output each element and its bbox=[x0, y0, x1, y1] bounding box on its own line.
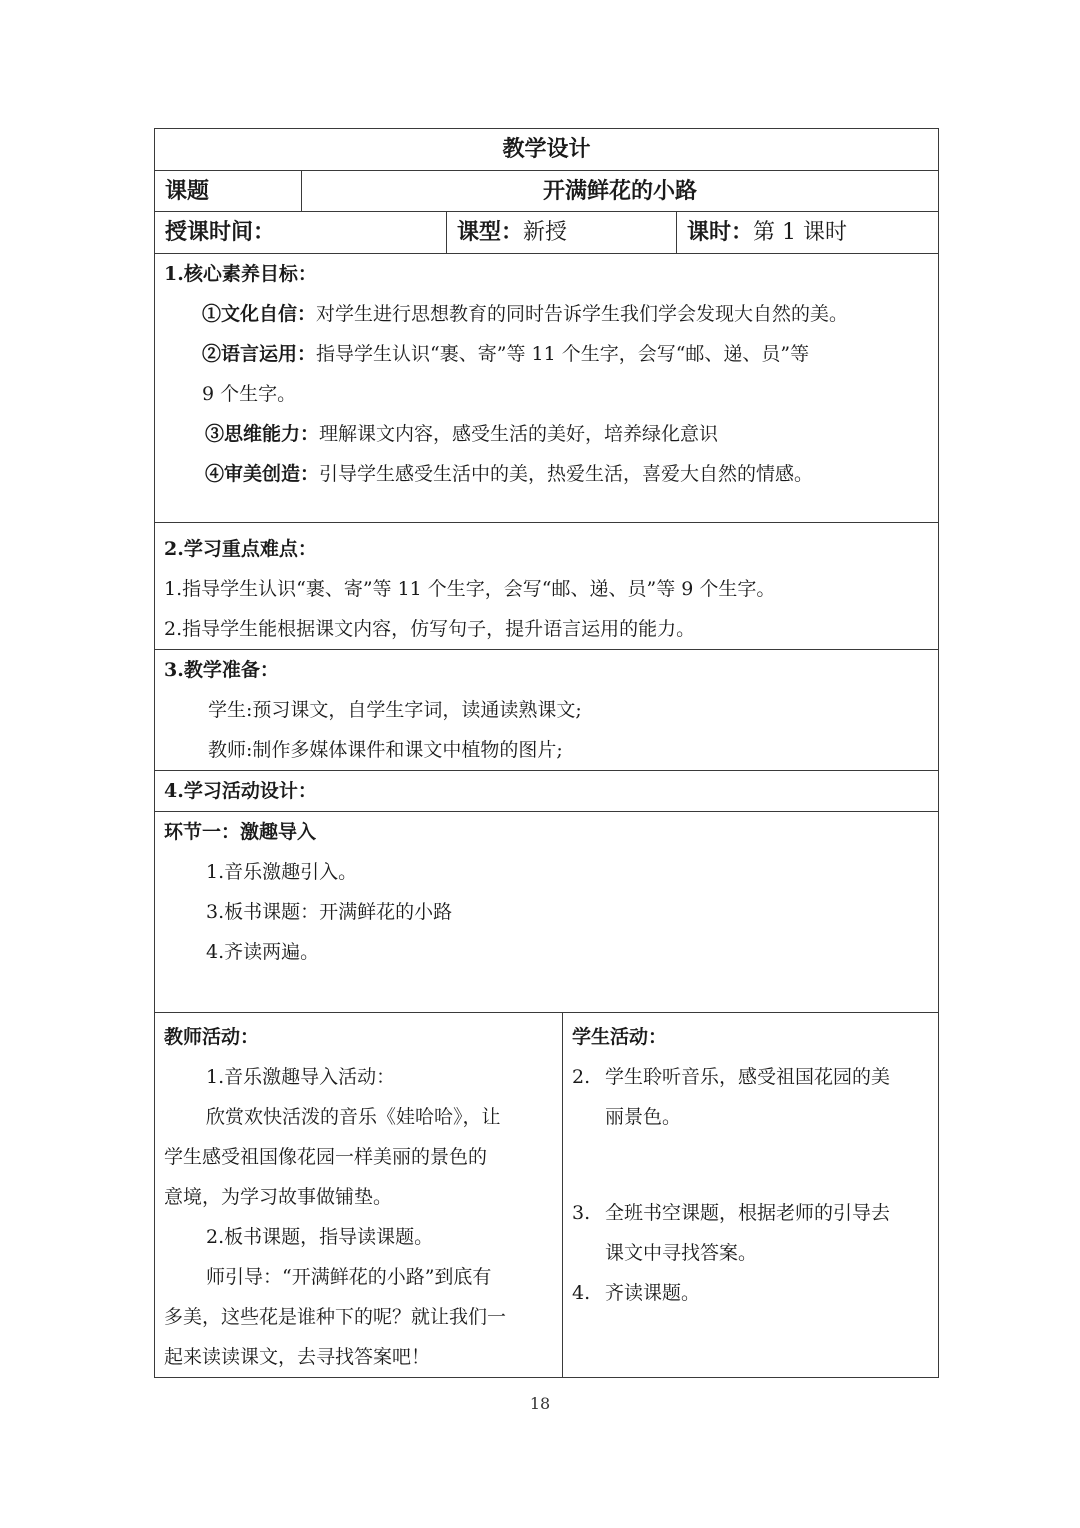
type-label: 课型： bbox=[457, 219, 524, 245]
keypoints-heading: 2.学习重点难点： bbox=[164, 538, 317, 560]
teacher-paragraph: 欣赏欢快活泼的音乐《娃哈哈》，让 bbox=[206, 1106, 501, 1128]
step1-section bbox=[155, 812, 939, 1013]
topic-value: 开满鲜花的小路 bbox=[302, 171, 939, 212]
lesson-type-cell bbox=[447, 212, 677, 254]
teacher-paragraph: 多美，这些花是谁种下的呢？就让我们一 bbox=[164, 1306, 507, 1328]
step1-item: 4.齐读两遍。 bbox=[206, 941, 320, 963]
goal-item: ④审美创造：引导学生感受生活中的美，热爱生活，喜爱大自然的情感。 bbox=[205, 463, 814, 485]
table-title: 教学设计 bbox=[155, 129, 939, 171]
preparation-heading: 3.教学准备： bbox=[164, 659, 279, 681]
student-item: 3. 全班书空课题，根据老师的引导去 课文中寻找答案。 bbox=[572, 1202, 891, 1264]
student-heading: 学生活动： bbox=[572, 1026, 668, 1048]
goals-heading: 1.核心素养目标： bbox=[164, 263, 317, 285]
activity-design-heading bbox=[155, 771, 939, 812]
keypoint-item: 1.指导学生认识“裹、寄”等 11 个生字，会写“邮、递、员”等 9 个生字。 bbox=[164, 578, 776, 600]
teacher-item: 1.音乐激趣导入活动： bbox=[206, 1066, 396, 1088]
teacher-paragraph: 起来读读课文，去寻找答案吧！ bbox=[164, 1346, 431, 1368]
topic-label: 课题 bbox=[155, 171, 302, 212]
teacher-activity-cell bbox=[155, 1013, 563, 1378]
step1-item: 3.板书课题：开满鲜花的小路 bbox=[206, 901, 453, 923]
student-item: 2. 学生聆听音乐，感受祖国花园的美 丽景色。 bbox=[572, 1066, 891, 1128]
goal-item: ②语言运用：指导学生认识“裹、寄”等 11 个生字，会写“邮、递、员”等 bbox=[202, 343, 810, 365]
teacher-heading: 教师活动： bbox=[164, 1026, 260, 1048]
step1-heading: 环节一：激趣导入 bbox=[164, 821, 317, 843]
teacher-paragraph: 意境，为学习故事做铺垫。 bbox=[164, 1186, 393, 1208]
keypoints-section bbox=[155, 523, 939, 650]
goals-section bbox=[155, 254, 939, 523]
step1-item: 1.音乐激趣引入。 bbox=[206, 861, 358, 883]
goal-item: ③思维能力：理解课文内容，感受生活的美好，培养绿化意识 bbox=[205, 423, 719, 445]
lesson-hours-cell bbox=[677, 212, 939, 254]
keypoint-item: 2.指导学生能根据课文内容，仿写句子，提升语言运用的能力。 bbox=[164, 618, 696, 640]
lesson-plan-table bbox=[154, 128, 939, 1378]
hours-label: 课时： bbox=[687, 219, 754, 245]
student-item: 4. 齐读课题。 bbox=[572, 1282, 701, 1304]
goal-item: ①文化自信：对学生进行思想教育的同时告诉学生我们学会发现大自然的美。 bbox=[202, 303, 849, 325]
preparation-section bbox=[155, 650, 939, 771]
teacher-item: 2.板书课题，指导读课题。 bbox=[206, 1226, 434, 1248]
teacher-paragraph: 学生感受祖国像花园一样美丽的景色的 bbox=[164, 1146, 488, 1168]
activity-design-title: 4.学习活动设计： bbox=[164, 780, 317, 802]
preparation-item: 学生:预习课文，自学生字词，读通读熟课文; bbox=[208, 699, 582, 721]
student-activity-cell bbox=[563, 1013, 939, 1378]
goal-item-continued: 9 个生字。 bbox=[202, 383, 297, 405]
teacher-paragraph: 师引导：“开满鲜花的小路”到底有 bbox=[206, 1266, 492, 1288]
page-number: 18 bbox=[529, 1394, 551, 1413]
time-label: 授课时间： bbox=[155, 212, 447, 254]
hours-value: 第 1 课时 bbox=[753, 220, 847, 245]
preparation-item: 教师:制作多媒体课件和课文中植物的图片; bbox=[208, 739, 563, 761]
type-value: 新授 bbox=[523, 220, 568, 245]
